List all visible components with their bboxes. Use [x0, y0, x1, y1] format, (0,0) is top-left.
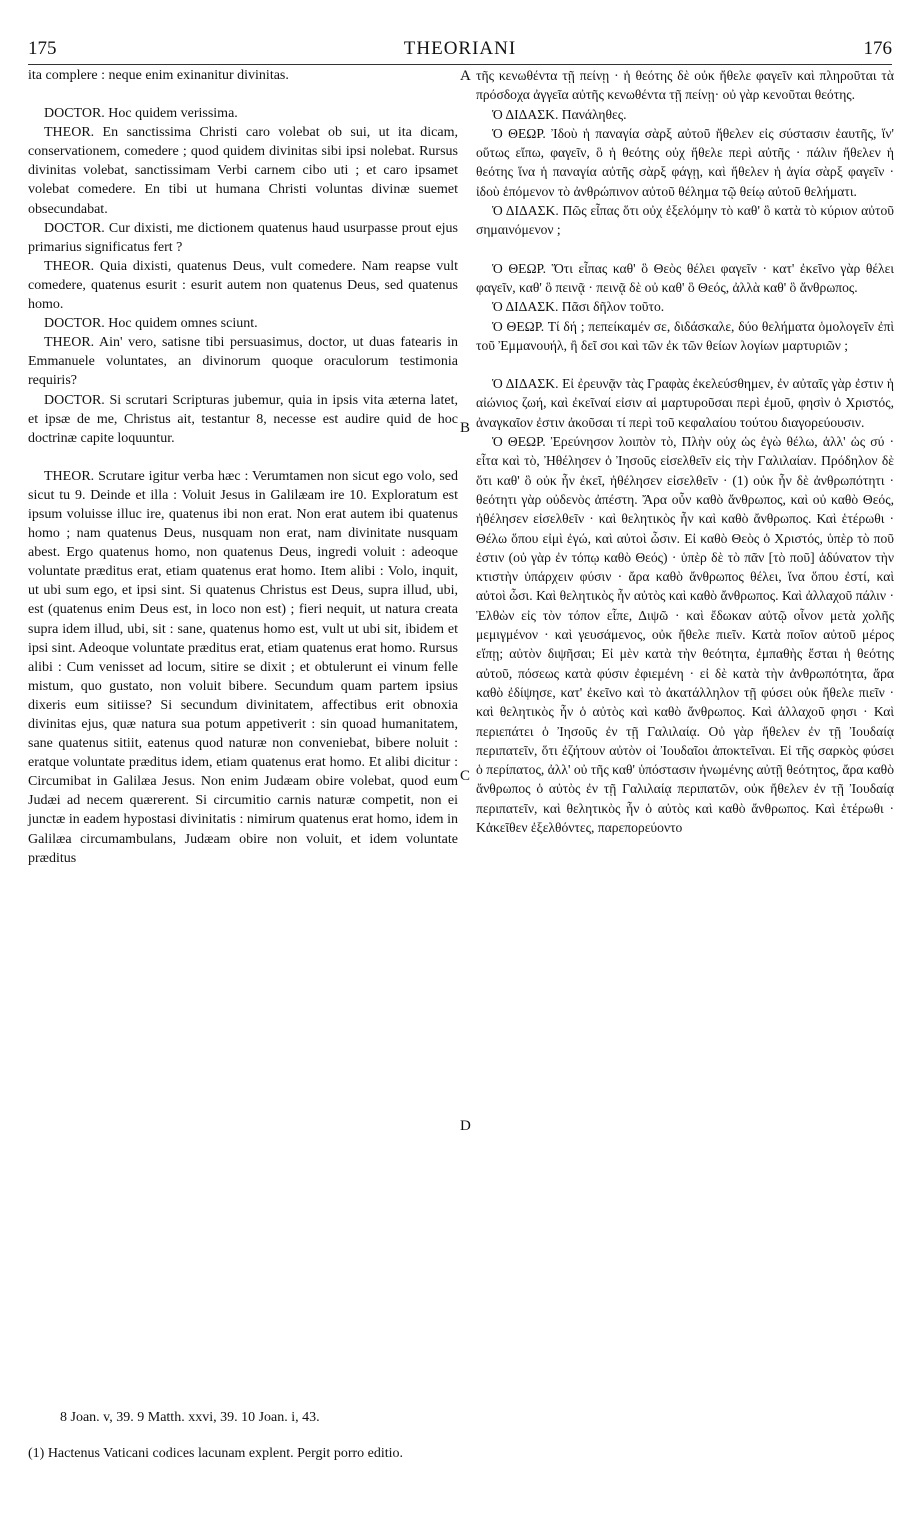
greek-paragraph: Ὁ ΔΙΔΑΣΚ. Πανάληθες.	[492, 106, 627, 122]
greek-paragraph: Ὁ ΘΕΩΡ. Ἰδοὺ ἡ παναγία σὰρξ αὐτοῦ ἤθελεν εἰς σύστασιν ἑαυτῆς, ἵν' οὕτως εἴπω, φαγεῖν, ὃ ἡ θεότης οὐχ ἤθελε περὶ αὐτῆς · πάλιν ἤθελεν ἡ θεότης ἵνα ἡ παναγία αὐτῆς σὰρξ φάγῃ, καὶ ἤθελεν ἡ ἁγία σὰρξ φαγεῖν · ἰδοὺ ἑπόμενον τὸ ἀνθρώπινον αὐτοῦ θέλημα τῷ θείῳ αὐτοῦ θελήματι.	[476, 125, 894, 199]
spacer	[28, 85, 458, 104]
latin-paragraph: DOCTOR. Hoc quidem omnes sciunt.	[44, 316, 258, 332]
latin-paragraph: ita complere : neque enim exinanitur divinitas.	[28, 68, 289, 83]
latin-paragraph: THEOR. En sanctissima Christi caro volebat ob sui, ut ita dicam, conservationem, comedere ; quod quidem divinitas sibi ipsi nolebat. Rursus divinitas volebat, sanctissimam Verbi carnem cibo uti ; et caro ipsamet volebat comedere. En tibi ut humana Christi voluntas divinæ suemet obsecundabat.	[28, 125, 458, 217]
footnote-note: (1) Hactenus Vaticani codices lacunam explent. Pergit porro editio.	[28, 1446, 404, 1461]
latin-paragraph: DOCTOR. Cur dixisti, me dictionem quatenus haud usurpasse prout ejus primarius significatus fert ?	[28, 220, 458, 255]
greek-paragraph: Ὁ ΔΙΔΑΣΚ. Πᾶσι δῆλον τοῦτο.	[492, 299, 665, 315]
page-number-right: 176	[863, 38, 892, 59]
greek-paragraph: Ὁ ΘΕΩΡ. Ἐρεύνησον λοιπὸν τὸ, Πλὴν οὐχ ὡς ἐγὼ θέλω, ἀλλ' ὡς σύ · εἶτα καὶ τὸ, Ἠθέλησεν ὁ Ἰησοῦς εἰσελθεῖν εἰς τὴν Γαλιλαίαν. Πρόδηλον δὲ ὅτι καθ' ὃ οὐκ ἦν ἐκεῖ, ἠθέλησεν εἰσελθεῖν · (1) οὐκ ἦν δὲ ἀνθρωπότητι · θεότητι γὰρ οὐδενὸς ἀπέστη. Ἄρα οὖν καθὸ ἄνθρωπος, καὶ οὐ καθὸ Θεός, ἠθέλησεν εἰσελθεῖν · καὶ θελητικὸς ἦν καὶ καθὸ ἄνθρωπος. Καὶ ἑτέρωθι · Θέλω ὅπου εἰμὶ ἐγώ, καὶ αὐτοὶ ὦσιν. Εἰ καθὸ Θεὸς ὁ Χριστός, ὑπὲρ τὸ ποῦ ἐστιν (οὐ γὰρ ἐν τόπῳ καθὸ Θεός) · ὑπὲρ δὲ τὸ πᾶν [τὸ ποῦ] ἀδύνατον τὴν κτιστὴν ὑπάρχειν φύσιν · ἄρα καθὸ ἄνθρωπος θέλει, ἵνα ὅπου ἐστί, καὶ αὐτοὶ ὦσι. Καὶ θελητικὸς ἦν αὐτὸς καὶ καθὸ ἄνθρωπος. Καὶ ἀλλαχοῦ πάλιν · Ἐλθὼν εἰς τὸν τόπον εἶπε, Διψῶ · καὶ ἔδωκαν αὐτῷ οἶνον μετὰ χολῆς μεμιγμένον · καὶ γευσάμενος, οὐκ ἤθελε πιεῖν. Κατὰ ποῖον αὐτοῦ μέρος εἴπῃ; αὐτὸν διψῆσαι; Εἰ μὲν κατὰ τὴν θεότητα, ἐμπαθὴς ἔσται ἡ θεότης αὐτοῦ, πόσεως κατὰ φύσιν ἐφιεμένη · εἰ δὲ κατὰ τὴν ἀνθρωπότητα, ἄρα καθὸ ἐδίψησε, κατ' ἐκεῖνο καὶ τὸ ἀκατάλληλον τῇ φύσει οὐκ ἤθελε πιεῖν · καὶ θελητικὸς ἦν ὁ αὐτὸς καὶ καθὸ ἄνθρωπος. Καὶ ἀλλαχοῦ φησι · Καὶ περιεπάτει ὁ Ἰησοῦς ἐν τῇ Γαλιλαίᾳ. Οὐ γὰρ ἤθελεν ἐν τῇ Ἰουδαίᾳ περιπατεῖν, ὅτι ἐζήτουν αὐτὸν οἱ Ἰουδαῖοι ἀποκτεῖναι. Εἰ τῆς σαρκὸς φύσει ὁ περίπατος, ἀλλ' οὐ τῆς καθ' ὑπόστασιν ἡνωμένης αὐτῇ θεότητος, ἄρα καθὸ ἄνθρωπος ὁ αὐτὸς ἐν τῇ Γαλιλαίᾳ περιπατῶν, οὐκ ἤθελεν ἐν τῇ Ἰουδαίᾳ περιπατεῖν, καὶ θελητικὸς ἦν ὁ αὐτὸς καὶ καθὸ ἄνθρωπος. Καὶ ἑτέρωθι · Κἀκεῖθεν ἐξελθόντες, παρεπορεύοντο	[476, 434, 894, 835]
spacer	[28, 448, 458, 467]
latin-paragraph: THEOR. Quia dixisti, quatenus Deus, vult comedere. Nam reapse vult comedere, quatenus esurit : esurit autem non quatenus Deus, sed quatenus homo.	[28, 258, 458, 313]
margin-letter-b: B	[460, 420, 471, 436]
greek-paragraph: Ὁ ΔΙΔΑΣΚ. Εἰ ἐρευνᾷν τὰς Γραφὰς ἐκελεύσθημεν, ἐν αὐταῖς γὰρ ἐστιν ἡ αἰώνιος ζωή, καὶ ἐκεῖναί εἰσιν αἱ μαρτυροῦσαι περὶ ἐμοῦ, φησὶν ὁ Χριστός, ἀναγκαῖον ἐστιν ἀκοῦσαι τί περὶ τοῦ κεφαλαίου τούτου διαγορεύουσιν.	[476, 376, 894, 430]
margin-letter-d: D	[460, 1118, 471, 1134]
page-header	[28, 38, 892, 64]
greek-paragraph: Ὁ ΔΙΔΑΣΚ. Πῶς εἶπας ὅτι οὐχ ἐξελόμην τὸ καθ' ὃ κατὰ τὸ κύριον αὐτοῦ σημαινόμενον ;	[476, 203, 894, 238]
margin-letter-a: A	[460, 68, 471, 84]
running-title: THEORIANI	[403, 38, 517, 59]
page-number-left: 175	[28, 38, 57, 59]
latin-paragraph: THEOR. Scrutare igitur verba hæc : Verumtamen non sicut ego volo, sed sicut tu 9. Deinde et illa : Voluit Jesus in Galilæam ire 10. Exploratum est ipsum voluisse illuc ire, quatenus ibi non erat. Non erat autem ibi quatenus homo ; nam quatenus Deus, nusquam non erat, nam divinitate nusquam abest. Ergo quatenus homo, non quatenus Deus, ingredi voluit : adeoque voluntate præditus erat, etiam quatenus erat homo. Item alibi : Volo, inquit, ut ubi sum ego, et ipsi sint. Si quatenus Christus est Deus, supra illud, ubi, est (quatenus enim Deus est, in loco non est) ; fieri nequit, ut natura creata supra idem illud, ubi, sit : sane, quatenus homo est, vult ut ubi sit, ibidem et ipsi sint. Adeoque voluntate præditus erat, etiam quatenus erat homo. Rursus alibi : Cum venisset ad locum, sitire se dixit ; et obtulerunt ei vinum felle mistum, quo gustato, non voluit bibere. Secundum quam partem ipsius dixeris eum sitiisse? Si secundum divinitatem, affectibus erit obnoxia divinitas ejus, quæ natura sua potum appetiverit : sin quoad humanitatem, sane quatenus sitiit, eatenus quod naturæ non conveniebat, bibere noluit : eratque voluntate præditus idem, etiam quatenus erat homo. Et alibi dicitur : Circumibat in Galilæa Jesus. Non enim Judæam obire volebat, quod eum Judæi ad necem quærerent. Si circumitio carnis naturæ competit, non ei junctæ in eadem hypostasi divinitatis : nimirum quatenus erat homo, idem in Galilæa circumambulans, Judæam obire non voluit, et idem voluntate præditus	[28, 468, 458, 866]
latin-column	[28, 66, 458, 868]
greek-column	[476, 66, 894, 837]
greek-paragraph: Ὁ ΘΕΩΡ. Ὅτι εἶπας καθ' ὃ Θεὸς θέλει φαγεῖν · κατ' ἐκεῖνο γὰρ θέλει φαγεῖν, καθ' ὃ πεινᾷ · πεινᾷ δὲ οὐ καθ' ὃ Θεός, ἀλλὰ καθ' ὃ ἄνθρωπος.	[476, 260, 894, 295]
header-rule	[28, 64, 892, 65]
latin-paragraph: DOCTOR. Si scrutari Scripturas jubemur, quia in ipsis vita æterna latet, et ipsæ de me, Christus ait, testantur 8, necesse est audire quid de hoc doctrinæ capite loquuntur.	[28, 392, 458, 446]
spacer	[476, 240, 894, 259]
greek-paragraph: τῆς κενωθέντα τῇ πείνῃ · ἡ θεότης δὲ οὐκ ἤθελε φαγεῖν καὶ πληροῦται τὰ πρόσδοχα ἀγγεῖα αὐτῆς κενωθέντα τῇ πείνῃ· οὐ γὰρ κενοῦται θεότης.	[476, 68, 894, 103]
latin-paragraph: THEOR. Ain' vero, satisne tibi persuasimus, doctor, ut duas fatearis in Emmanuele voluntates, an divinorum quoque oraculorum testimonia requiris?	[28, 335, 458, 389]
footnote-references: 8 Joan. v, 39. 9 Matth. xxvi, 39. 10 Joan. i, 43.	[60, 1410, 320, 1425]
spacer	[476, 355, 894, 374]
margin-letter-c: C	[460, 768, 471, 784]
latin-paragraph: DOCTOR. Hoc quidem verissima.	[44, 106, 238, 122]
greek-paragraph: Ὁ ΘΕΩΡ. Τί δή ; πεπείκαμέν σε, διδάσκαλε, δύο θελήματα ὁμολογεῖν ἐπὶ τοῦ Ἐμμανουήλ, ἢ δεῖ σοι καὶ τῶν ἐκ τῶν θείων λογίων μαρτυριῶν ;	[476, 318, 894, 353]
